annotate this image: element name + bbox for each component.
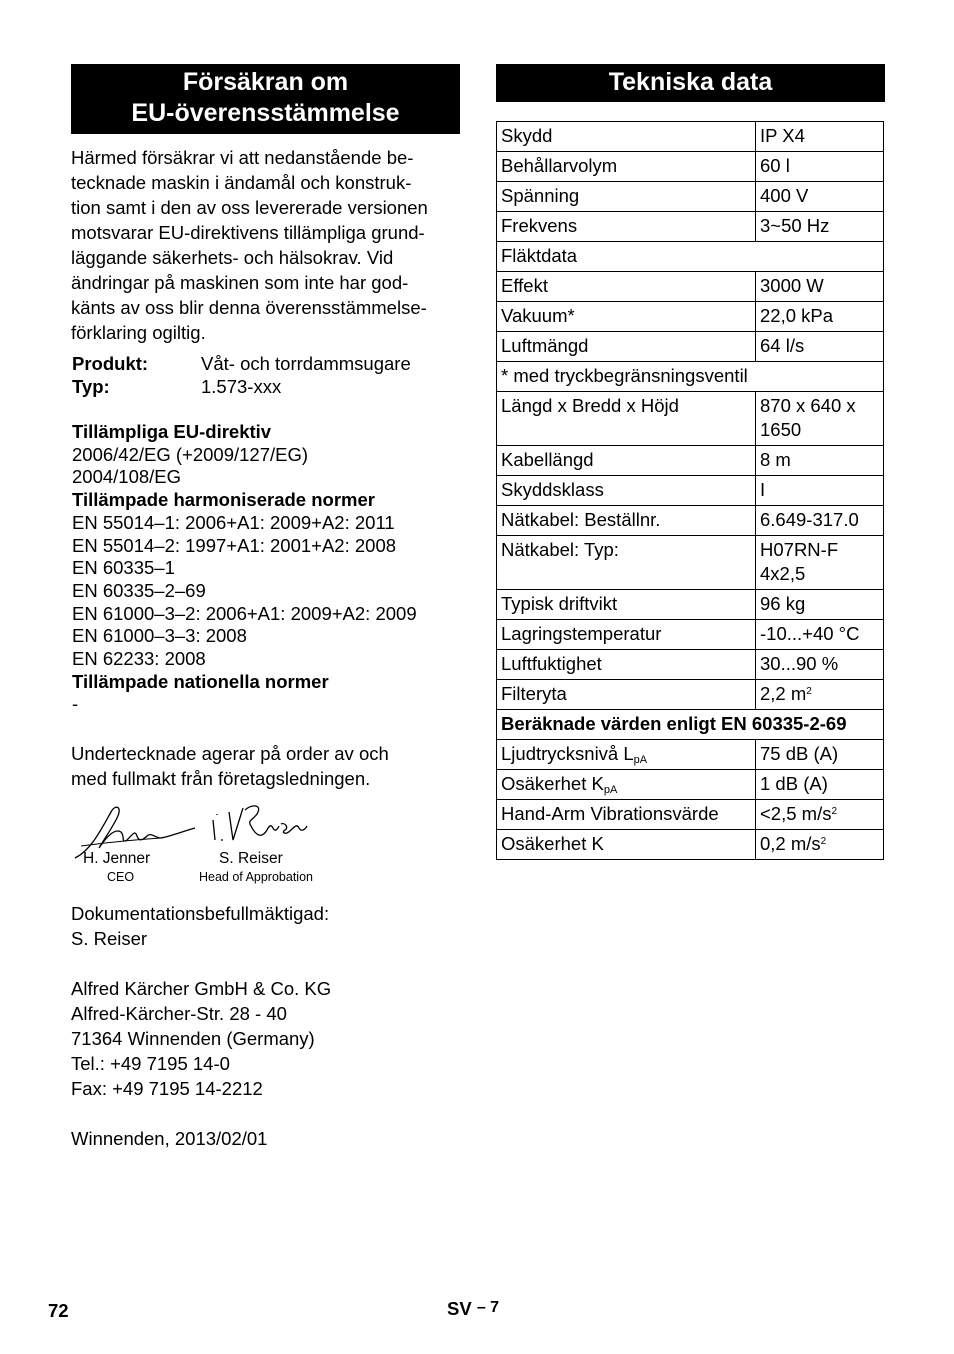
table-value-cell [756, 272, 884, 302]
declaration-heading-line2: EU-överensstämmelse [131, 99, 400, 127]
table-value-cell [756, 590, 884, 620]
table-value: 3000 W [760, 275, 824, 296]
intro-line: Härmed försäkrar vi att nedanstående be- [71, 147, 414, 168]
table-label: Vakuum* [501, 305, 575, 326]
table-row [497, 800, 884, 830]
table-row [497, 446, 884, 476]
table-value: 22,0 kPa [760, 305, 834, 326]
table-value: 60 l [760, 155, 790, 176]
signed-line: Undertecknade agerar på order av och [71, 743, 389, 764]
table-value: 75 dB (A) [760, 743, 839, 764]
table-label-cell [497, 830, 756, 860]
table-value: 30...90 % [760, 653, 839, 674]
signed-line: med fullmakt från företagsledningen. [71, 768, 371, 789]
page-lang-code: SV [447, 1298, 472, 1319]
table-value: 8 m [760, 449, 791, 470]
table-value-superscript: 2 [820, 836, 827, 847]
table-value-cell [756, 740, 884, 770]
table-row [497, 122, 884, 152]
standard-item: EN 62233: 2008 [72, 648, 206, 670]
standard-item: EN 61000–3–3: 2008 [72, 625, 247, 647]
table-label: Osäkerhet K [501, 833, 604, 854]
signature-reiser [213, 806, 307, 840]
table-label: Effekt [501, 275, 548, 296]
table-label: Lagringstemperatur [501, 623, 662, 644]
table-label: Skydd [501, 125, 553, 146]
table-value-cell [756, 650, 884, 680]
table-label: Luftfuktighet [501, 653, 602, 674]
signer1-name: H. Jenner [83, 850, 151, 867]
table-row [497, 830, 884, 860]
standard-item: EN 55014–2: 1997+A1: 2001+A2: 2008 [72, 534, 397, 556]
product-label: Produkt: [72, 353, 149, 374]
table-value-cell [756, 830, 884, 860]
table-value-cell [756, 506, 884, 536]
table-value-cell [756, 620, 884, 650]
standard-item: EN 60335–1 [72, 557, 175, 579]
table-label-cell [497, 476, 756, 506]
table-value-cell [756, 536, 884, 590]
table-row [497, 302, 884, 332]
table-label-cell [497, 122, 756, 152]
table-label-subscript: pA [603, 784, 618, 796]
table-value-cell [756, 800, 884, 830]
table-label: Behållarvolym [501, 155, 618, 176]
table-label: Kabellängd [501, 449, 594, 470]
table-value-cell [756, 152, 884, 182]
table-label: Skyddsklass [501, 479, 604, 500]
doc-auth-name: S. Reiser [71, 928, 148, 949]
intro-line: tion samt i den av oss levererade versionen [71, 197, 428, 218]
table-span-cell: * med tryckbegränsningsventil [497, 362, 884, 392]
table-label: Luftmängd [501, 335, 589, 356]
table-value-cell [756, 446, 884, 476]
table-label: Längd x Bredd x Höjd [501, 395, 679, 416]
table-span-cell: Fläktdata [497, 242, 884, 272]
table-row [497, 242, 884, 272]
tech-data-heading: Tekniska data [496, 64, 885, 102]
intro-line: känts av oss blir denna överensstämmelse- [71, 297, 427, 318]
standard-item: EN 55014–1: 2006+A1: 2009+A2: 2011 [72, 511, 395, 533]
intro-line: motsvarar EU-direktivens tillämpliga grund- [71, 222, 425, 243]
table-label-cell [497, 620, 756, 650]
table-row [497, 710, 884, 740]
type-value: 1.573-xxx [201, 376, 282, 397]
table-row [497, 392, 884, 446]
page-language-marker [447, 1298, 499, 1320]
table-row [497, 740, 884, 770]
signer2-name: S. Reiser [219, 850, 283, 867]
table-value-superscript: 2 [806, 686, 812, 697]
address-line: Fax: +49 7195 14-2212 [71, 1078, 263, 1099]
table-label: Typisk driftvikt [501, 593, 618, 614]
table-row [497, 650, 884, 680]
table-value: <2,5 m/s [760, 803, 832, 824]
table-value-cell [756, 182, 884, 212]
table-row [497, 272, 884, 302]
doc-auth-label: Dokumentationsbefullmäktigad: [71, 903, 330, 924]
table-label-cell [497, 536, 756, 590]
table-row [497, 590, 884, 620]
table-value: 400 V [760, 185, 809, 206]
table-value: IP X4 [760, 125, 805, 146]
national-heading: Tillämpade nationella normer [72, 670, 329, 692]
table-row [497, 212, 884, 242]
table-value-superscript: 2 [831, 806, 838, 817]
table-value-cell [756, 770, 884, 800]
table-row [497, 620, 884, 650]
table-label-cell [497, 770, 756, 800]
table-label: Nätkabel: Typ: [501, 539, 619, 560]
table-label-cell [497, 302, 756, 332]
intro-line: förklaring ogiltig. [71, 322, 206, 343]
address-line: Alfred-Kärcher-Str. 28 - 40 [71, 1003, 287, 1024]
table-row [497, 536, 884, 590]
signer1-title: CEO [107, 870, 135, 884]
table-label: Frekvens [501, 215, 578, 236]
intro-line: ändringar på maskinen som inte har god- [71, 272, 409, 293]
table-value-cell [756, 680, 884, 710]
directive-item: 2004/108/EG [72, 466, 182, 488]
table-value-cell [756, 212, 884, 242]
intro-line: tecknade maskin i ändamål och konstruk- [71, 172, 412, 193]
table-label-cell [497, 590, 756, 620]
address-line: Alfred Kärcher GmbH & Co. KG [71, 978, 332, 999]
table-label-cell [497, 392, 756, 446]
tech-data-table [496, 121, 884, 860]
table-label-cell [497, 272, 756, 302]
table-value-cell [756, 392, 884, 446]
table-row [497, 770, 884, 800]
type-label: Typ: [72, 376, 110, 397]
intro-line: läggande säkerhets- och hälsokrav. Vid [71, 247, 394, 268]
table-value: I [760, 479, 766, 500]
table-label-cell [497, 800, 756, 830]
company-address [71, 976, 331, 1101]
harmonised-heading: Tillämpade harmoniserade normer [72, 489, 375, 511]
table-value: 3~50 Hz [760, 215, 830, 236]
table-value-cell [756, 122, 884, 152]
table-label-cell [497, 446, 756, 476]
table-span-cell: Beräknade värden enligt EN 60335-2-69 [497, 710, 884, 740]
table-label: Spänning [501, 185, 580, 206]
standard-item: EN 61000–3–2: 2006+A1: 2009+A2: 2009 [72, 602, 417, 624]
declaration-heading-line1: Försäkran om [182, 68, 349, 96]
table-value: 2,2 m [760, 683, 807, 704]
table-label-cell [497, 182, 756, 212]
table-value: 6.649-317.0 [760, 509, 859, 530]
table-value-cell [756, 332, 884, 362]
table-label-cell [497, 332, 756, 362]
table-value-cell [756, 476, 884, 506]
documentation-authority [71, 901, 329, 951]
address-line: Tel.: +49 7195 14-0 [71, 1053, 230, 1074]
product-value: Våt- och torrdammsugare [201, 353, 411, 374]
page-lang-index: – 7 [476, 1299, 500, 1316]
signer2-title: Head of Approbation [199, 870, 313, 884]
table-value: 0,2 m/s [760, 833, 821, 854]
table-value: 1 dB (A) [760, 773, 828, 794]
table-label-cell [497, 650, 756, 680]
table-value: 64 l/s [760, 335, 805, 356]
page-number: 72 [48, 1300, 69, 1321]
standard-item: EN 60335–2–69 [72, 579, 206, 601]
table-row [497, 362, 884, 392]
directives-section [72, 421, 417, 716]
declaration-heading [71, 64, 460, 134]
table-label-cell [497, 152, 756, 182]
table-row [497, 680, 884, 710]
directives-heading: Tillämpliga EU-direktiv [72, 421, 272, 442]
table-label-cell [497, 506, 756, 536]
date-place: Winnenden, 2013/02/01 [71, 1128, 268, 1149]
table-row [497, 332, 884, 362]
table-label: Filteryta [501, 683, 567, 704]
table-value-cell [756, 302, 884, 332]
table-label: Ljudtrycksnivå L [501, 743, 634, 764]
table-label-subscript: pA [633, 754, 648, 766]
table-label-cell [497, 740, 756, 770]
table-row [497, 152, 884, 182]
table-label-cell [497, 680, 756, 710]
signatures [71, 800, 341, 890]
table-row [497, 476, 884, 506]
national-value: - [72, 693, 79, 715]
intro-paragraph [71, 145, 463, 345]
signed-statement [71, 741, 463, 791]
table-value: 96 kg [760, 593, 806, 614]
directive-item: 2006/42/EG (+2009/127/EG) [72, 443, 309, 465]
table-label: Osäkerhet K [501, 773, 604, 794]
table-label: Nätkabel: Beställnr. [501, 509, 661, 530]
address-line: 71364 Winnenden (Germany) [71, 1028, 315, 1049]
table-value: 870 x 640 x 1650 [760, 395, 856, 440]
table-value: -10...+40 °C [760, 623, 860, 644]
table-label-cell [497, 212, 756, 242]
table-row [497, 506, 884, 536]
table-label: Hand-Arm Vibrationsvärde [501, 803, 719, 824]
table-row [497, 182, 884, 212]
table-value: H07RN-F 4x2,5 [760, 539, 839, 584]
product-info [72, 352, 411, 398]
